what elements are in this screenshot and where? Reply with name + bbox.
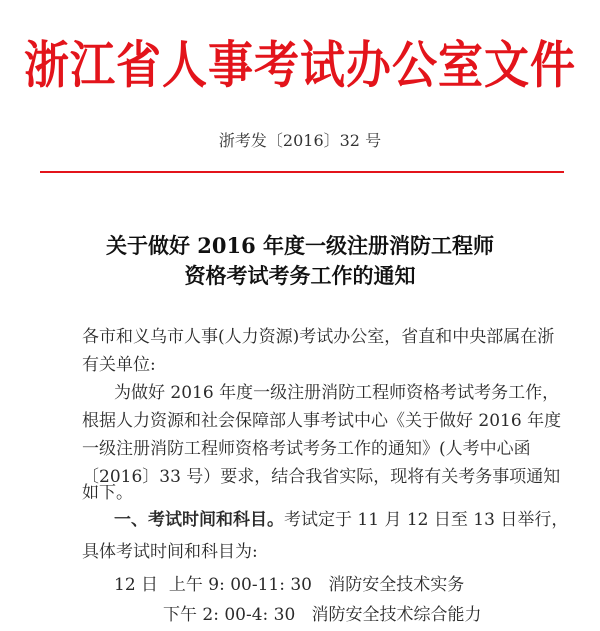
paragraph-line: 根据人力资源和社会保障部人事考试中心《关于做好 2016 年度 xyxy=(82,411,562,431)
notice-title-line-2: 资格考试考务工作的通知 xyxy=(184,263,416,288)
salutation-line-1: 各市和义乌市人事(人力资源)考试办公室，省直和中央部属在浙 xyxy=(82,327,555,347)
section-1-text: 考试定于 11 月 12 日至 13 日举行， xyxy=(284,510,569,530)
schedule-row-2 xyxy=(163,600,600,625)
schedule-row-1 xyxy=(114,570,528,595)
section-1-heading: 一、考试时间和科目。 xyxy=(114,510,284,530)
document-header-title: 浙江省人事考试办公室文件 xyxy=(23,35,576,95)
schedule-time: 下午 2: 00-4: 30 xyxy=(163,605,296,625)
paragraph-line: 一级注册消防工程师资格考试考务工作的通知》(人考中心函 xyxy=(82,439,531,459)
schedule-time: 上午 9: 00-11: 30 xyxy=(168,575,312,595)
red-divider xyxy=(40,171,564,173)
notice-title-line-1: 关于做好 2016 年度一级注册消防工程师 xyxy=(105,233,495,258)
paragraph-line: 〔2016〕33 号）要求，结合我省实际，现将有关考务事项通知 xyxy=(82,467,561,487)
document-number: 浙考发〔2016〕32 号 xyxy=(218,131,382,150)
section-1-line xyxy=(114,505,569,530)
schedule-subject: 消防安全技术综合能力 xyxy=(311,605,482,625)
paragraph-line: 如下。 xyxy=(82,483,133,503)
schedule-subject: 消防安全技术实务 xyxy=(328,575,465,595)
schedule-day: 12 日 xyxy=(114,575,159,595)
salutation-line-2: 有关单位: xyxy=(82,355,156,375)
paragraph-line: 为做好 2016 年度一级注册消防工程师资格考试考务工作， xyxy=(114,383,560,403)
section-1-line-2: 具体考试时间和科目为: xyxy=(82,542,258,562)
